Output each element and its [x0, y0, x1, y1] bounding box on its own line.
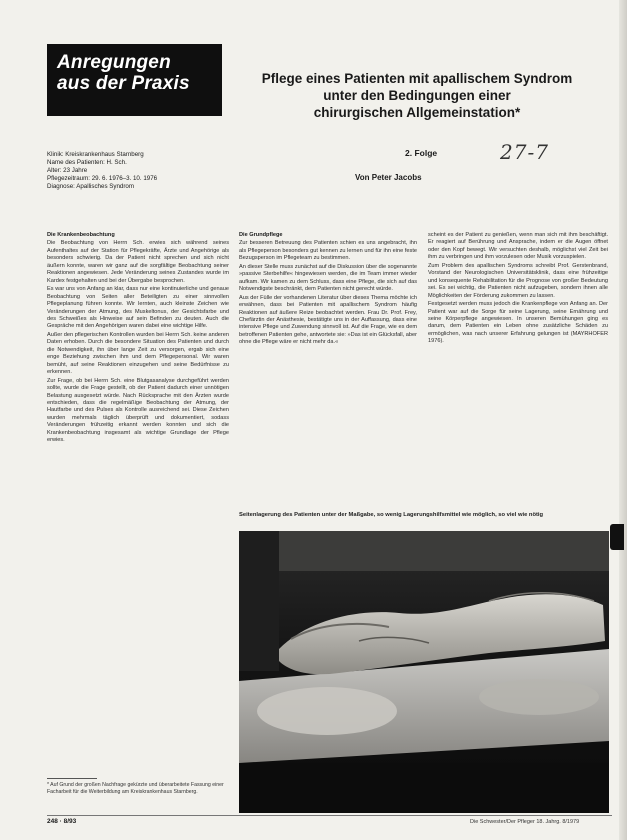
banner-line-2: aus der Praxis — [57, 73, 190, 94]
photo-image — [239, 531, 609, 813]
meta-line: Name des Patienten: H. Sch. — [47, 159, 127, 166]
section-heading: Die Grundpflege — [239, 232, 283, 238]
page-tab-marker — [610, 524, 624, 550]
series-part: 2. Folge — [405, 148, 438, 158]
section-heading: Die Krankenbeobachtung — [47, 232, 115, 238]
paragraph: An dieser Stelle muss zunächst auf die Diskussion über die sogenannte »passive Sterbehilfe« hingewiesen werden, die im Team immer wieder aufkam. Wir kamen zu dem Schluss, dass eine Pflege, die sich auf das Notwendigste beschränkt, dem Patienten nicht gerecht würde. — [239, 263, 417, 293]
paragraph: Zur besseren Betreuung des Patienten schien es uns angebracht, ihn als Pflegeperson besonders gut kennen zu lernen und für ihn eine feste Bezugsperson im Pflegeteam zu bestimmen. — [239, 240, 417, 262]
footnote-rule — [47, 778, 97, 779]
article-title — [232, 70, 602, 121]
title-line-2: unter den Bedingungen einer — [323, 88, 511, 103]
text-column-2 — [239, 232, 417, 510]
footer-rule — [47, 815, 612, 816]
section-banner-text — [57, 52, 190, 94]
paragraph: Festgesetzt werden muss jedoch die Krankenpflege von Anfang an. Der Patient war auf die Sorge für seine Lagerung, seine Ernährung und seine Körperpflege angewiesen. In unseren Bemühungen ging es darum, dem Patienten ein Leben ohne zusätzliche Schäden zu ermöglichen, was nach unserer Erfahrung gelungen ist (MAYRHOFER 1976). — [428, 301, 608, 345]
banner-line-1: Anregungen — [57, 52, 171, 73]
handwritten-note: 27-7 — [500, 140, 549, 164]
title-line-1: Pflege eines Patienten mit apallischem Syndrom — [261, 71, 573, 86]
page-edge — [619, 0, 627, 840]
text-column-1 — [47, 232, 229, 760]
patient-photo — [239, 531, 609, 813]
meta-line: Diagnose: Apallisches Syndrom — [47, 183, 135, 190]
photo-caption: Seitenlagerung des Patienten unter der Maßgabe, so wenig Lagerungshilfsmittel wie möglich, so viel wie nötig — [239, 512, 544, 518]
paragraph: scheint es der Patient zu genießen, wenn man sich mit ihm beschäftigt. Er reagiert auf Berührung und Ansprache, indem er die Augen öffnet oder den Kopf bewegt. Wir versuchten deshalb, möglichst viel Zeit bei ihm zu verbringen und ihm vorzulesen oder Musik vorzuspielen. — [428, 232, 608, 261]
paragraph: Es war uns von Anfang an klar, dass nur eine kontinuierliche und genaue Beobachtung von Seiten aller Beteiligten zu einer sinnvollen Pflegeplanung führen konnte. Wir lernten, auch kleinste Zeichen wie Veränderungen der Atmung, des Muskeltonus, der Gesichtsfarbe und des Schweißes als Hinweise auf sein Befinden zu deuten. Auch die Gespräche mit den Angehörigen waren dabei eine wichtige Hilfe. — [47, 286, 229, 330]
page-number: 248 · 8/93 — [47, 818, 77, 825]
meta-line: Pflegezeitraum: 29. 6. 1976–3. 10. 1976 — [47, 175, 158, 182]
paragraph: Außer den pflegerischen Kontrollen wurden bei Herrn Sch. keine anderen Daten erhoben. Durch die besondere Situation des Patienten und durch die Notwendigkeit, ihn über lange Zeit zu versorgen, ergab sich eine enge Beziehung zwischen ihm und dem Pflegepersonal. Wir waren bemüht, auf seine Reaktionen einzugehen und seine Bedürfnisse zu erkennen. — [47, 331, 229, 376]
author-byline: Von Peter Jacobs — [355, 173, 422, 182]
meta-line: Alter: 23 Jahre — [47, 167, 88, 174]
title-line-3: chirurgischen Allgemeinstation* — [313, 105, 521, 120]
paragraph: Aus der Fülle der vorhandenen Literatur über dieses Thema möchte ich erwähnen, dass bei Patienten mit apallischem Syndrom häufig Reaktionen auf äußere Reize beobachtet werden. Frau Dr. Prof. Frey, Chefärztin der Anästhesie, bestätigte uns in der Auffassung, dass eine intensive Pflege und Zuwendung sinnvoll ist. Auf die Frage, wie es dem betroffenen Patienten gehe, antwortete sie: »Das ist ein Glücksfall, aber ohne die Pflege wäre er nicht mehr da.« — [239, 294, 417, 346]
paragraph: Die Beobachtung von Herrn Sch. erwies sich während seines Aufenthaltes auf der Station für Pflegekräfte, Ärzte und Angehörige als besonders schwierig. Da der Patient nicht sprechen und sich nicht äußern konnte, waren wir ganz auf die sorgfältige Beobachtung seiner Reaktionen angewiesen. Jede Veränderung seines Zustandes wurde im Kardex festgehalten und bei der Übergabe besprochen. — [47, 240, 229, 284]
footnote: * Auf Grund der großen Nachfrage gekürzte und überarbeitete Fassung einer Facharbeit für die Weiterbildung am Kreiskrankenhaus Starnberg. — [47, 782, 224, 795]
paragraph: Zur Frage, ob bei Herrn Sch. eine Blutgasanalyse durchgeführt werden sollte, wurde die Frage gestellt, ob der Patient dadurch einer unnötigen Belastung ausgesetzt würde. Nach Rücksprache mit den Ärzten wurde entschieden, dass die regelmäßige Beobachtung der Atmung, der Hautfarbe und des Pulses als Kontrolle ausreichend sei. Diese Zeichen wurden mehrmals täglich überprüft und dokumentiert, sodass Veränderungen frühzeitig erkannt werden konnten und sich die Krankenbeobachtung insgesamt als wichtige Grundlage der Pflege erwies. — [47, 377, 229, 444]
paragraph: Zum Problem des apallischen Syndroms schreibt Prof. Gerstenbrand, Vorstand der Neurologischen Universitätsklinik, dass eine frühzeitige und konsequente Rehabilitation für die Prognose von großer Bedeutung sei. Es sei wichtig, die Patienten nicht aufzugeben, sondern ihnen alle Möglichkeiten der Förderung zukommen zu lassen. — [428, 262, 608, 299]
journal-reference: Die Schwester/Der Pfleger 18. Jahrg. 8/1979 — [470, 819, 580, 825]
meta-line: Klinik: Kreiskrankenhaus Starnberg — [47, 151, 144, 158]
text-column-3 — [428, 232, 608, 510]
patient-meta — [47, 151, 277, 191]
